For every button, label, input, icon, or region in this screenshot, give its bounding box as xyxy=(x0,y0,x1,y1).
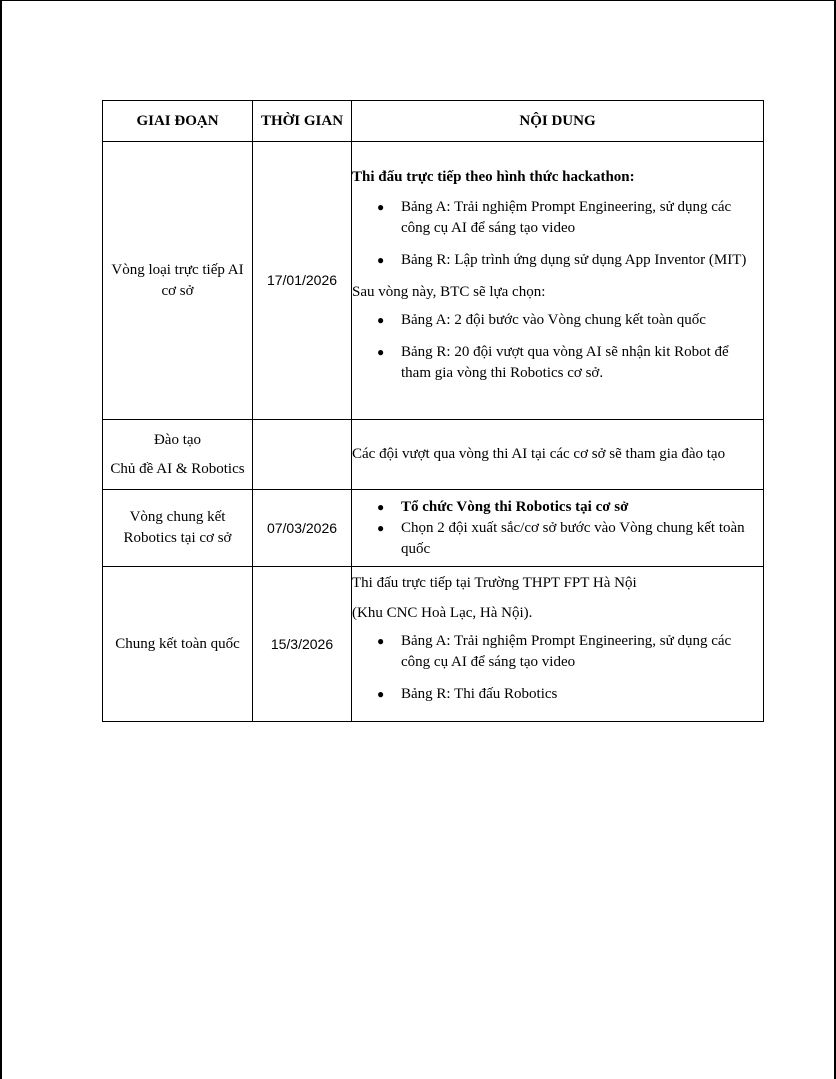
list-item xyxy=(352,342,763,384)
list-item xyxy=(352,631,763,673)
table-header-row xyxy=(103,101,764,142)
table-row xyxy=(103,490,764,567)
list-item xyxy=(352,518,763,560)
header-content: NỘI DUNG xyxy=(352,101,764,142)
table-row xyxy=(103,567,764,722)
list-item-text: Bảng R: 20 đội vượt qua vòng AI sẽ nhận kit Robot để tham gia vòng thi Robotics cơ sở. xyxy=(401,343,729,381)
bullet-list xyxy=(352,631,763,705)
phase-line: Đào tạo xyxy=(153,431,202,448)
list-item-text: Bảng A: Trải nghiệm Prompt Engineering, sử dụng các công cụ AI để sáng tạo video xyxy=(401,198,732,236)
bullet-list xyxy=(352,197,763,271)
content-cell xyxy=(352,490,764,567)
list-item-text: Bảng A: Trải nghiệm Prompt Engineering, sử dụng các công cụ AI để sáng tạo video xyxy=(401,632,732,670)
list-item xyxy=(352,197,763,239)
bullet-icon: ● xyxy=(377,312,385,327)
phase-line: Chủ đề AI & Robotics xyxy=(110,460,245,477)
bullet-icon: ● xyxy=(377,686,385,701)
schedule-table xyxy=(102,100,764,722)
list-item-text: Bảng R: Thi đấu Robotics xyxy=(401,685,558,702)
phase-cell: Vòng loại trực tiếp AI cơ sở xyxy=(103,142,253,420)
time-cell: 15/3/2026 xyxy=(253,567,352,722)
time-cell: 17/01/2026 xyxy=(253,142,352,420)
content-cell xyxy=(352,142,764,420)
bullet-icon: ● xyxy=(377,199,385,214)
time-cell: 07/03/2026 xyxy=(253,490,352,567)
bullet-list xyxy=(352,497,763,560)
content-intro: Thi đấu trực tiếp theo hình thức hackathon: xyxy=(352,168,635,185)
phase-cell: Chung kết toàn quốc xyxy=(103,567,253,722)
bullet-list xyxy=(352,310,763,384)
list-item-text: Tổ chức Vòng thi Robotics tại cơ sở xyxy=(401,498,629,515)
bullet-icon: ● xyxy=(377,252,385,267)
bullet-icon: ● xyxy=(377,633,385,648)
bullet-icon: ● xyxy=(377,344,385,359)
list-item-text: Bảng A: 2 đội bước vào Vòng chung kết toàn quốc xyxy=(401,311,706,328)
bullet-icon: ● xyxy=(377,520,385,535)
list-item-text: Bảng R: Lập trình ứng dụng sử dụng App Inventor (MIT) xyxy=(401,251,747,268)
content-intro: Thi đấu trực tiếp tại Trường THPT FPT Hà Nội xyxy=(352,574,637,591)
phase-cell xyxy=(103,420,253,490)
time-cell xyxy=(253,420,352,490)
list-item xyxy=(352,684,763,705)
list-item xyxy=(352,497,763,518)
list-item xyxy=(352,310,763,331)
phase-cell: Vòng chung kết Robotics tại cơ sở xyxy=(103,490,253,567)
content-cell xyxy=(352,567,764,722)
bullet-icon: ● xyxy=(377,499,385,514)
content-note: Sau vòng này, BTC sẽ lựa chọn: xyxy=(352,283,546,300)
header-time: THỜI GIAN xyxy=(253,101,352,142)
list-item xyxy=(352,250,763,271)
content-cell: Các đội vượt qua vòng thi AI tại các cơ sở sẽ tham gia đào tạo xyxy=(352,420,764,490)
content-intro: (Khu CNC Hoà Lạc, Hà Nội). xyxy=(352,604,533,621)
table-row xyxy=(103,420,764,490)
header-phase: GIAI ĐOẠN xyxy=(103,101,253,142)
table-row xyxy=(103,142,764,420)
list-item-text: Chọn 2 đội xuất sắc/cơ sở bước vào Vòng chung kết toàn quốc xyxy=(401,519,745,557)
